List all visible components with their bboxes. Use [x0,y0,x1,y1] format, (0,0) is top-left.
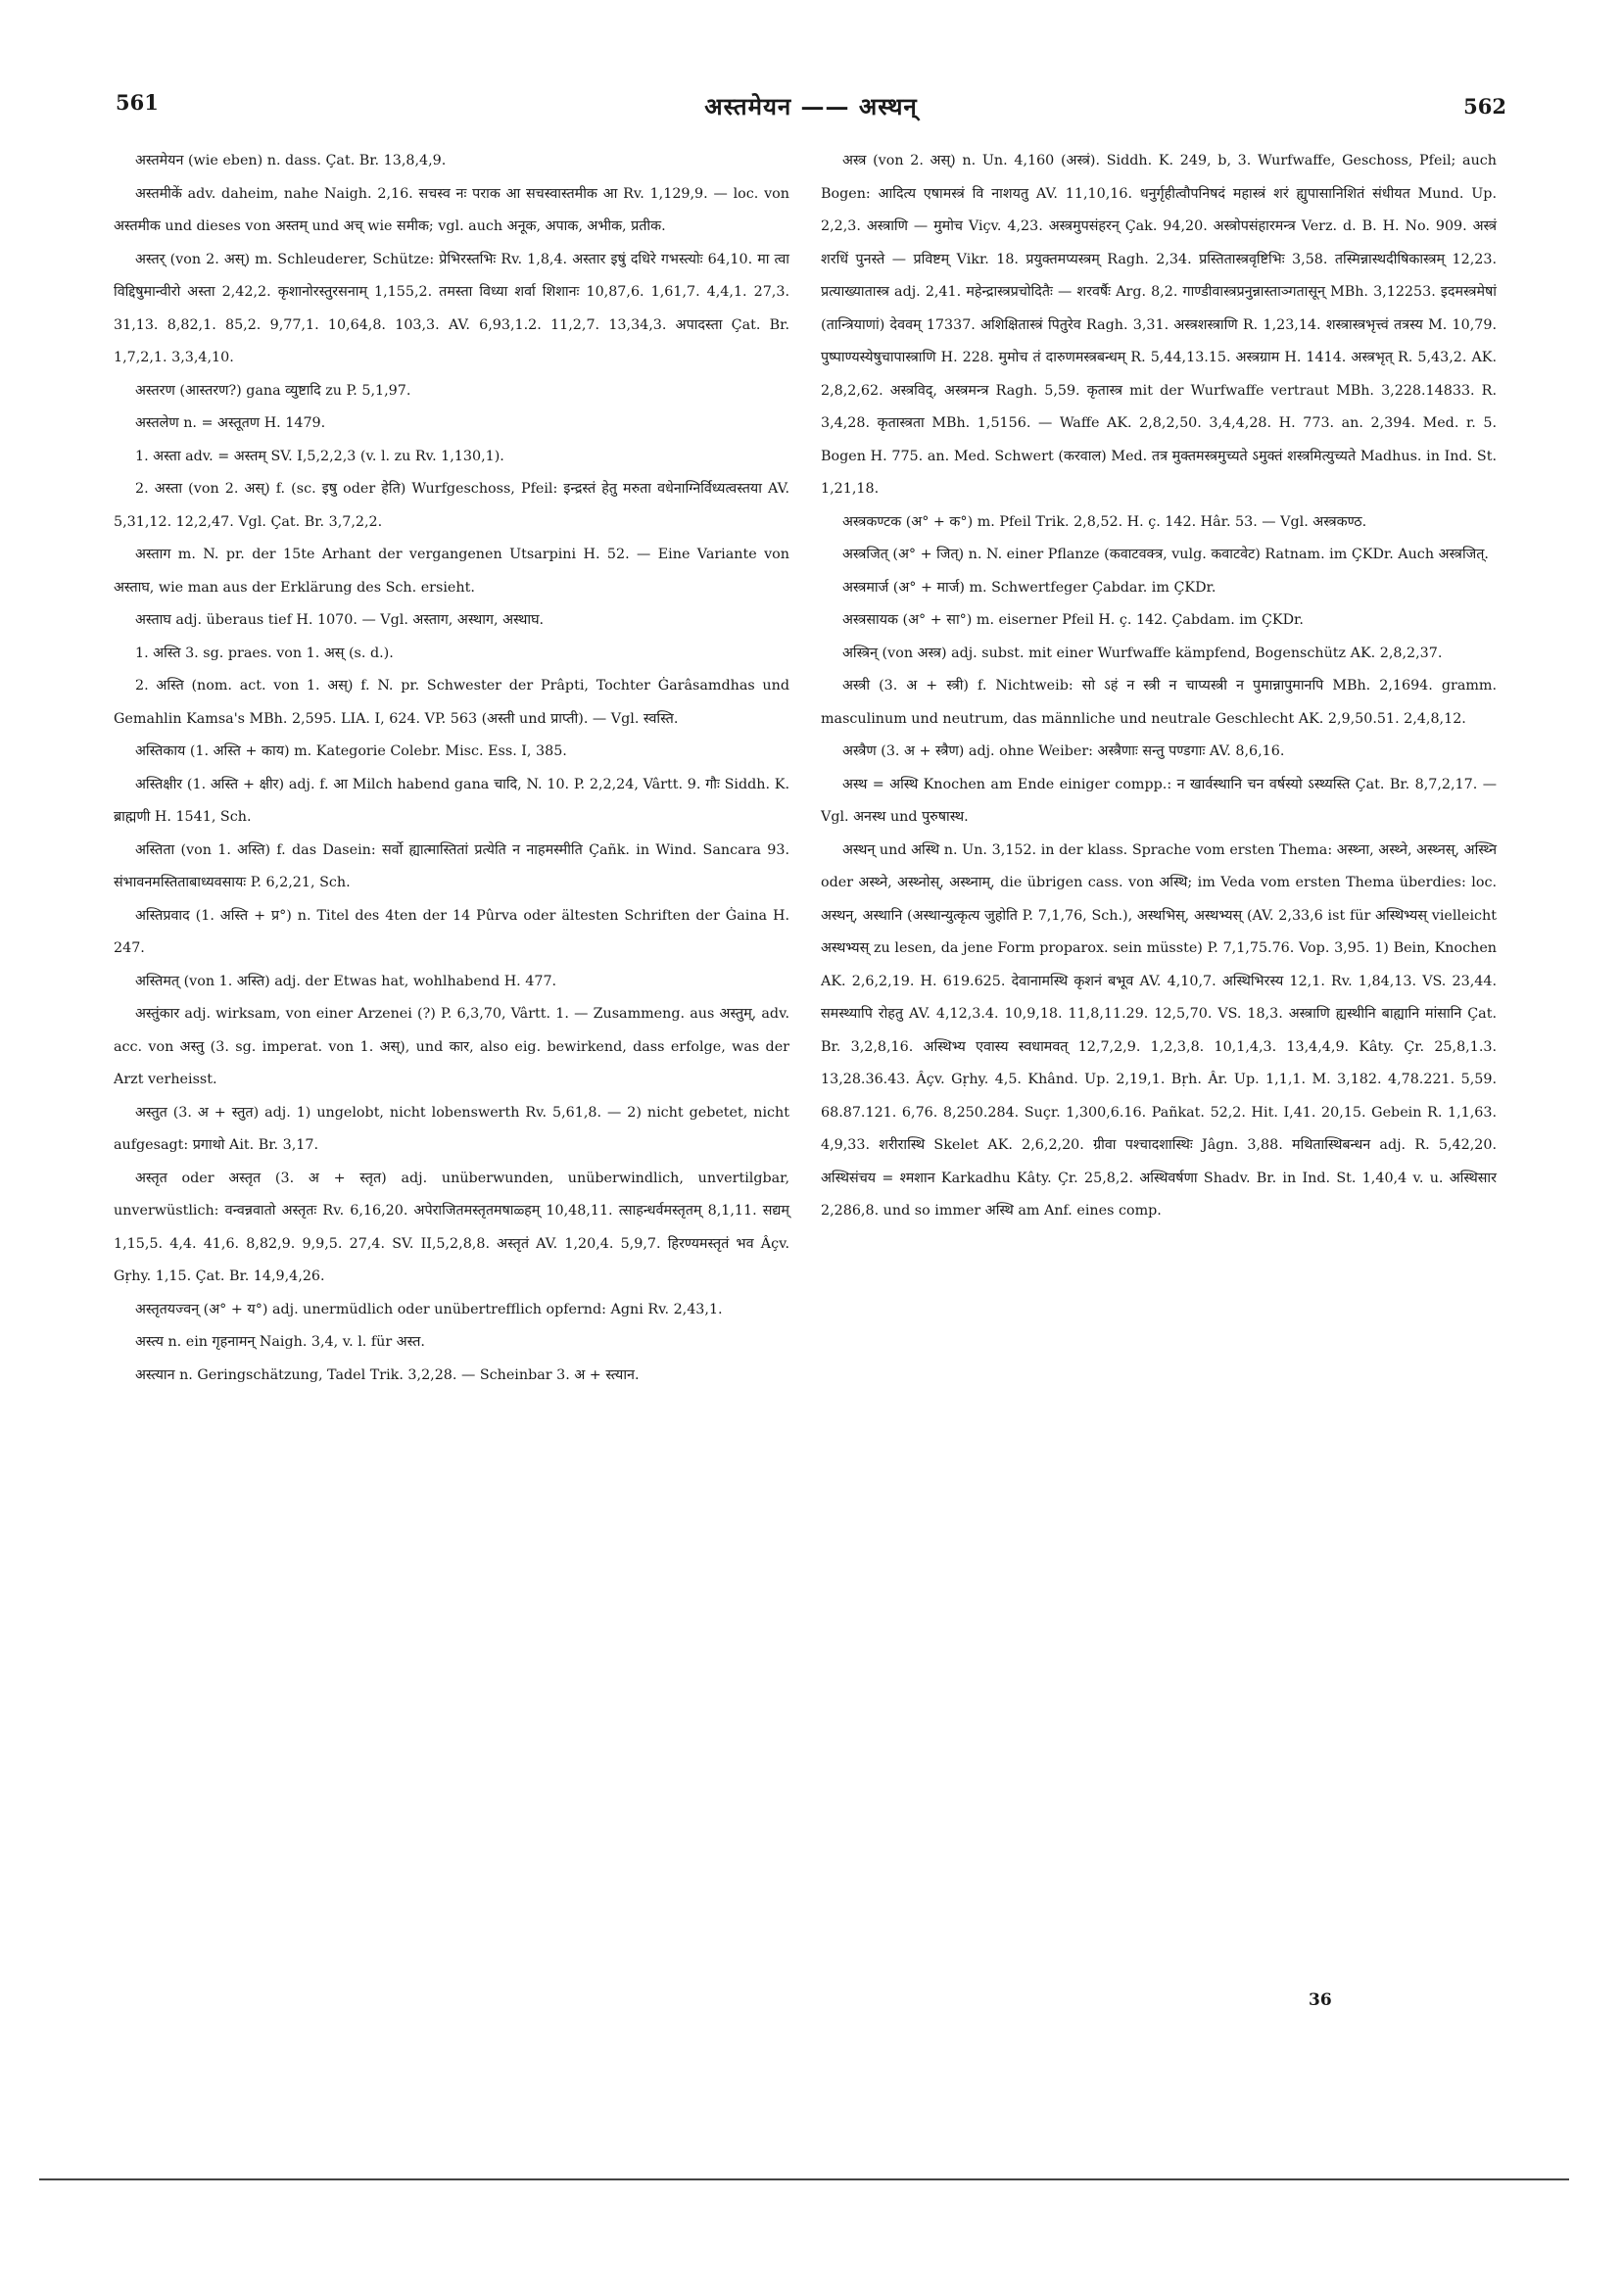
footer-rule [39,2178,1569,2180]
dictionary-entry: अस्तरण (आस्तरण?) gana व्युष्टादि zu P. 5,1,97. [135,382,411,399]
dictionary-entry: अस्त्रसायक (अ° + सा°) m. eiserner Pfeil H. ç. 142. Çabdam. im ÇKDr. [842,612,1304,628]
dictionary-entry: 1. अस्ति 3. sg. praes. von 1. अस् (s. d.). [135,645,394,661]
dictionary-entry: 2. अस्ति (nom. act. von 1. अस्) f. N. pr. Schwester der Prâpti, Tochter Ġarâsamdhas und Gemahlin Kamsa's MBh. 2,595. LIA. I, 624. VP. 563 (अस्ती und प्राप्ती). — Vgl. स्वस्ति. [114,678,789,727]
dictionary-entry: अस्तिमत् (von 1. अस्ति) adj. der Etwas hat, wohlhabend H. 477. [135,973,557,989]
running-head: अस्तमेयन —— अस्थन् [704,92,918,120]
dictionary-entry: अस्तृतयज्वन् (अ° + य°) adj. unermüdlich oder unübertrefflich opfernd: Agni Rv. 2,43,1. [135,1301,723,1317]
dictionary-entry: अस्त्रजित् (अ° + जित्) n. N. einer Pflanze (कवाटवक्त्र, vulg. कवाटवेट) Ratnam. im ÇKDr. Auch अस्त्रजित्. [842,547,1489,562]
page-number-left: 561 [116,90,159,115]
dictionary-entry: अस्तृत oder अस्तृत (3. अ + स्तृत) adj. unüberwunden, unüberwindlich, unvertilgbar, unverwüstlich: वन्वन्नवातो अस्तृतः Rv. 6,16,20. अपेराजितमस्तृतमषाळ्हम् 10,48,11. त्साहन्धर्वमस्तृतम् 8,1,11. सद्यम् 1,15,5. 4,4. 41,6. 8,82,9. 9,9,5. 27,4. SV. II,5,2,8,8. अस्तृतं AV. 1,20,4. 5,9,7. हिरण्यमस्तृतं भव Âçv. Gṛhy. 1,15. Çat. Br. 14,9,4,26. [114,1170,789,1284]
dictionary-entry: अस्त्रमार्ज (अ° + मार्ज) m. Schwertfeger Çabdar. im ÇKDr. [842,579,1216,596]
column-separator [801,145,802,2006]
dictionary-entry: अस्त्रिन् (von अस्त्र) adj. subst. mit einer Wurfwaffe kämpfend, Bogenschütz AK. 2,8,2,37. [842,645,1443,661]
dictionary-entry: अस्ताघ adj. überaus tief H. 1070. — Vgl. अस्ताग, अस्थाग, अस्थाघ. [135,612,545,628]
dictionary-entry: अस्तिता (von 1. अस्ति) f. das Dasein: सर्वो ह्यात्मास्तितां प्रत्येति न नाहमस्मीति Çañk. in Wind. Sancara 93. संभावनमस्तिताबाध्यवसायः P. 6,2,21, Sch. [114,841,789,890]
dictionary-entry: अस्ताग m. N. pr. der 15te Arhant der vergangenen Utsarpini H. 52. — Eine Variante von अस्ताघ, wie man aus der Erklärung des Sch. ersieht. [114,547,789,596]
dictionary-entry: अस्त्य n. ein गृहनामन् Naigh. 3,4, v. l. für अस्त. [135,1334,425,1350]
right-column [821,145,1497,1228]
dictionary-entry: अस्तमीकें adv. daheim, nahe Naigh. 2,16. सचस्व नः पराक आ सचस्वास्तमीक आ Rv. 1,129,9. — loc. von अस्तमीक und dieses von अस्तम् und अच् wie समीक; vgl. auch अनूक, अपाक, अभीक, प्रतीक. [114,185,789,234]
dictionary-entry: 1. अस्ता adv. = अस्तम् SV. I,5,2,2,3 (v. l. zu Rv. 1,130,1). [135,448,504,464]
dictionary-entry: अस्थन् und अस्थि n. Un. 3,152. in der klass. Sprache vom ersten Thema: अस्थ्ना, अस्थ्ने, अस्थ्नस्, अस्थ्नि oder अस्थ्ने, अस्थ्नोस्, अस्थ्नाम्, die übrigen cass. von अस्थि; im Veda vom ersten Thema überdies: loc. अस्थन्, अस्थानि (अस्थान्युत्कृत्य जुहोति P. 7,1,76, Sch.), अस्थभिस्, अस्थभ्यस् (AV. 2,33,6 ist für अस्थिभ्यस् vielleicht अस्थभ्यस् zu lesen, da jene Form proparox. sein müsste) P. 7,1,75.76. Vop. 3,95. 1) Bein, Knochen AK. 2,6,2,19. H. 619.625. देवानामस्थि कृशनं बभूव AV. 4,10,7. अस्थिभिरस्य 12,1. Rv. 1,84,13. VS. 23,44. समस्थ्यापि रोहतु AV. 4,12,3.4. 10,9,18. 11,8,11.29. 12,5,70. VS. 18,3. अस्त्राणि ह्यस्थीनि बाह्यानि मांसानि Çat. Br. 3,2,8,16. अस्थिभ्य एवास्य स्वधामवत् 12,7,2,9. 1,2,3,8. 10,1,4,3. 13,4,4,9. Kâty. Çr. 25,8,1.3. 13,28.36.43. Âçv. Gṛhy. 4,5. Khând. Up. 2,19,1. Bṛh. Âr. Up. 1,1,1. M. 3,182. 4,78.221. 5,59. 68.87.121. 6,76. 8,250.284. Suçr. 1,300,6.16. Pañkat. 52,2. Hit. I,41. 20,15. Gebein R. 1,1,63. 4,9,33. शरीरास्थि Skelet AK. 2,6,2,20. ग्रीवा पश्चादशास्थिः Jâgn. 3,88. मथितास्थिबन्धन adj. R. 5,42,20. अस्थिसंचय = श्मशान Karkadhu Kâty. Çr. 25,8,2. अस्थिवर्षणा Shadv. Br. in Ind. St. 1,40,4 v. u. अस्थिसार 2,286,8. und so immer अस्थि am Anf. eines comp. [821,841,1497,1219]
dictionary-entry: अस्तुत (3. अ + स्तुत) adj. 1) ungelobt, nicht lobenswerth Rv. 5,61,8. — 2) nicht gebetet, nicht aufgesagt: प्रगाथो Ait. Br. 3,17. [114,1104,789,1153]
dictionary-entry: अस्तुंकार adj. wirksam, von einer Arzenei (?) P. 6,3,70, Vârtt. 1. — Zusammeng. aus अस्तुम्, adv. acc. von अस्तु (3. sg. imperat. von 1. अस्), und कार, also eig. bewirkend, dass erfolge, was der Arzt verheisst. [114,1006,789,1087]
dictionary-entry: अस्तिक्षीर (1. अस्ति + क्षीर) adj. f. आ Milch habend gana चादि, N. 10. P. 2,2,24, Vârtt. 9. गौः Siddh. K. ब्राह्मणी H. 1541, Sch. [114,776,789,825]
dictionary-entry: अस्तिकाय (1. अस्ति + काय) m. Kategorie Colebr. Misc. Ess. I, 385. [135,743,567,759]
dictionary-entry: अस्तमेयन (wie eben) n. dass. Çat. Br. 13,8,4,9. [135,153,447,168]
dictionary-entry: अस्त्यान n. Geringschätzung, Tadel Trik. 3,2,28. — Scheinbar 3. अ + स्त्यान. [135,1366,640,1383]
page-number-right: 562 [1463,94,1506,119]
dictionary-entry: अस्त्र (von 2. अस्) n. Un. 4,160 (अस्त्रं). Siddh. K. 249, b, 3. Wurfwaffe, Geschoss, Pfeil; auch Bogen: आदित्य एषामस्त्रं वि नाशयतु AV. 11,10,16. धनुर्गृहीत्वौपनिषदं महास्त्रं शरं ह्युपासानिशितं संधीयत Mund. Up. 2,2,3. अस्त्राणि — मुमोच Viçv. 4,23. अस्त्रमुपसंहरन् Çak. 94,20. अस्त्रोपसंहारमन्त्र Verz. d. B. H. No. 909. अस्त्रं शरधिं पुनस्ते — प्रविष्टम् Vikr. 18. प्रयुक्तमप्यस्त्रम् Ragh. 2,34. प्रस्तितास्त्रवृष्टिभिः 3,58. तस्मिन्नास्थदीषिकास्त्रम् 12,23. प्रत्याख्यातास्त्र adj. 2,41. महेन्द्रास्त्रप्रचोदितैः — शरवर्षैः Arg. 8,2. गाण्डीवास्त्रप्रनुन्नास्ताञ्गतासून् MBh. 3,12253. इदमस्त्रमेषां (तान्त्रियाणां) देववम् 17337. अशिक्षितास्त्रं पितुरेव Ragh. 3,31. अस्त्रशस्त्राणि R. 1,23,14. शस्त्रास्त्रभृत्त्वं तत्रस्य M. 10,79. पुष्पाण्यस्येषुचापास्त्राणि H. 228. मुमोच तं दारुणमस्त्रबन्धम् R. 5,44,13.15. अस्त्रग्राम H. 1414. अस्त्रभृत् R. 5,43,2. AK. 2,8,2,62. अस्त्रविद्, अस्त्रमन्त्र Ragh. 5,59. कृतास्त्र mit der Wurfwaffe vertraut MBh. 3,228.14833. R. 3,4,28. कृतास्त्रता MBh. 1,5156. — Waffe AK. 2,8,2,50. 3,4,4,28. H. 773. an. 2,394. Med. r. 5. Bogen H. 775. an. Med. Schwert (करवाल) Med. तत्र मुक्तमस्त्रमुच्यते ऽमुक्तं शस्त्रमित्युच्यते Madhus. in Ind. St. 1,21,18. [821,153,1497,497]
page-header [116,90,1506,129]
dictionary-entry: अस्तिप्रवाद (1. अस्ति + प्र°) n. Titel des 4ten der 14 Pûrva oder ältesten Schriften der Ġaina H. 247. [114,907,789,956]
signature-mark: 36 [1309,1990,1332,2010]
dictionary-entry: 2. अस्ता (von 2. अस्) f. (sc. इषु oder हेति) Wurfgeschoss, Pfeil: इन्द्रस्तं हेतु मरुता वधेनाग्निर्विध्यत्वस्तया AV. 5,31,12. 12,2,47. Vgl. Çat. Br. 3,7,2,2. [114,481,789,530]
dictionary-entry: अस्त्रैण (3. अ + स्त्रैण) adj. ohne Weiber: अस्त्रैणाः सन्तु पण्डगाः AV. 8,6,16. [842,743,1285,759]
dictionary-entry: अस्तर् (von 2. अस्) m. Schleuderer, Schütze: प्रेभिरस्तभिः Rv. 1,8,4. अस्तार इषुं दधिरे गभस्त्योः 64,10. मा त्वा विद्दिषुमान्वीरो अस्ता 2,42,2. कृशानोरस्तुरसनाम् 1,155,2. तमस्ता विध्या शर्वा शिशानः 10,87,6. 1,61,7. 4,4,1. 27,3. 31,13. 8,82,1. 85,2. 9,77,1. 10,64,8. 103,3. AV. 6,93,1.2. 11,2,7. 13,34,3. अपादस्ता Çat. Br. 1,7,2,1. 3,3,4,10. [114,251,789,365]
dictionary-entry: अस्तलेण n. = अस्तूतण H. 1479. [135,415,326,431]
dictionary-entry: अस्थ = अस्थि Knochen am Ende einiger compp.: न खार्वस्थानि चन वर्षस्यो ऽस्थ्यस्ति Çat. Br. 8,7,2,17. — Vgl. अनस्थ und पुरुषास्थ. [821,776,1497,825]
left-column [114,145,789,1392]
dictionary-entry: अस्त्रकण्टक (अ° + क°) m. Pfeil Trik. 2,8,52. H. ç. 142. Hâr. 53. — Vgl. अस्त्रकण्ठ. [842,513,1367,530]
dictionary-entry: अस्त्री (3. अ + स्त्री) f. Nichtweib: सो ऽहं न स्त्री न चाप्यस्त्री न पुमान्नापुमानपि MBh. 2,1694. gramm. masculinum und neutrum, das männliche und neutrale Geschlecht AK. 2,9,50.51. 2,4,8,12. [821,678,1497,727]
